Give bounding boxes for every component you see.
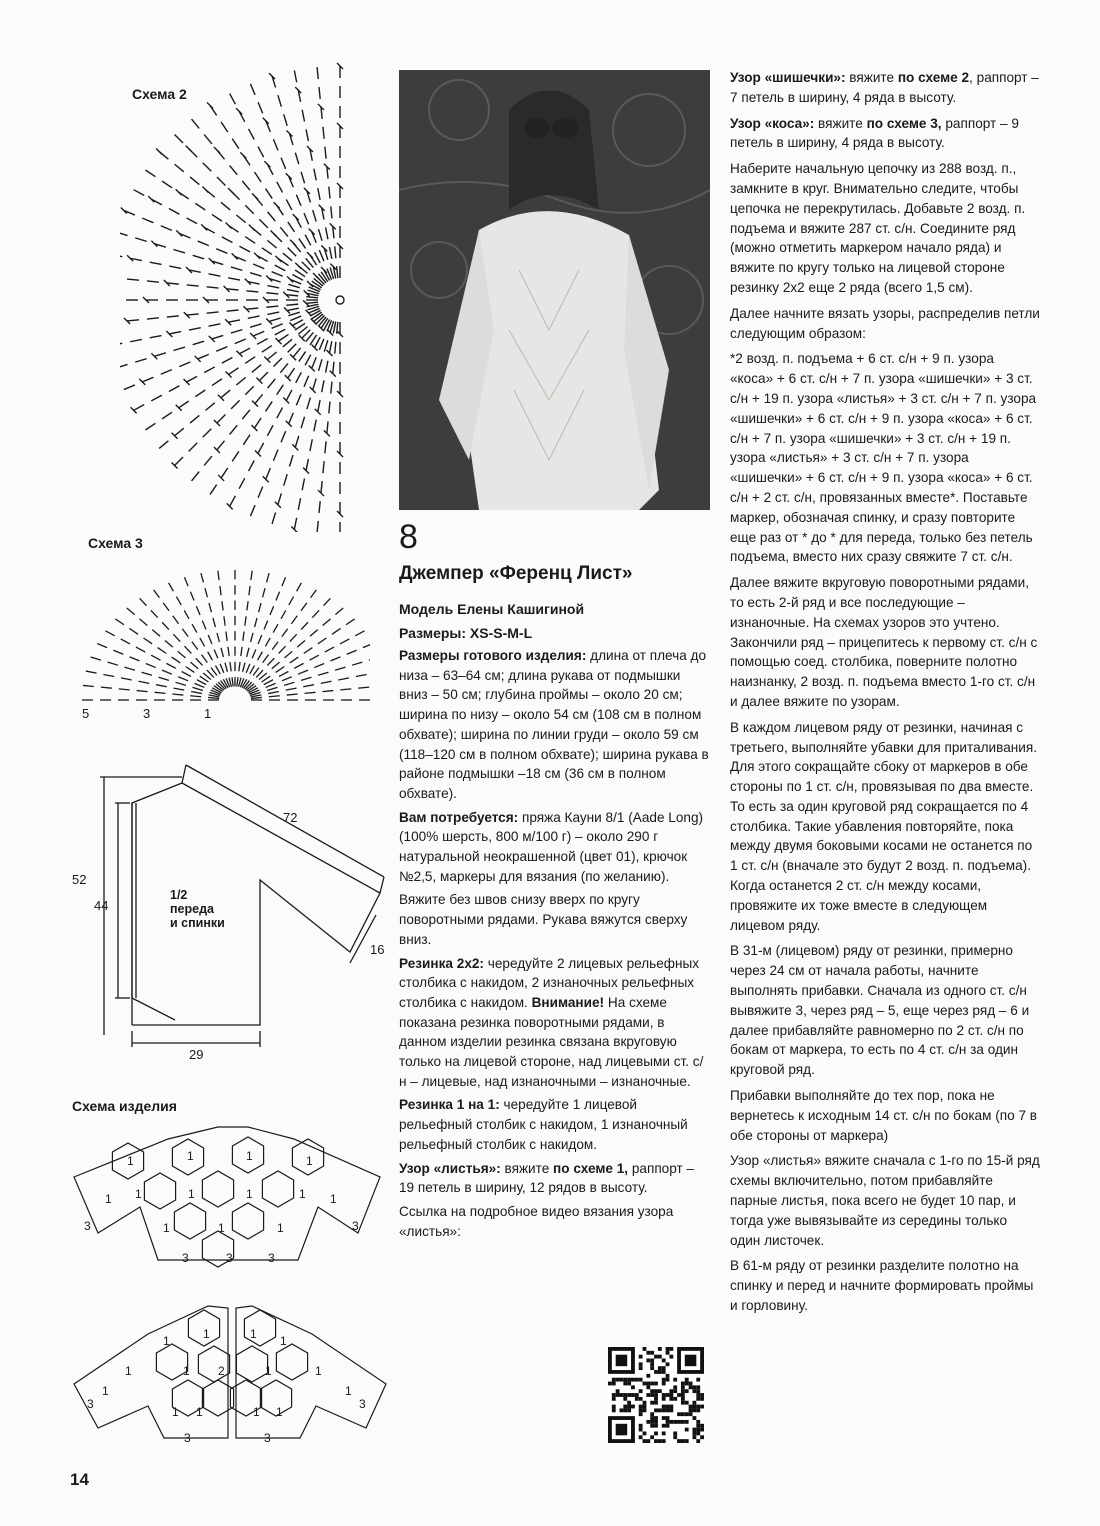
dim-44: 44 bbox=[94, 898, 109, 913]
finished-sizes: Размеры готового изделия: длина от плеча до низа – 63–64 см; длина рукава от подмышки вниз – 50 см; глубина проймы – около 20 см; ширина по низу – около 54 см (108 см в полном обхвате); ширина по линии груди – около 59 см (118–120 см в полном обхвате); ширина рукава в районе подмышки –18 см (36 см в полном обхвате). bbox=[399, 648, 709, 801]
braid-pattern: Узор «коса»: вяжите по схеме 3, раппорт – 9 петель в ширину, 4 ряда в высоту. bbox=[730, 115, 1019, 151]
dim-72: 72 bbox=[283, 810, 298, 825]
scheme-3-number-1: 1 bbox=[204, 706, 212, 721]
model-photo bbox=[399, 70, 710, 510]
article-author: Модель Елены Кашигиной bbox=[399, 601, 585, 617]
scheme-3-number-5: 5 bbox=[82, 706, 90, 721]
intro: Вяжите без швов снизу вверх по кругу поворотными рядами. Рукава вяжутся сверху вниз. bbox=[399, 892, 688, 947]
paragraph-2: Далее начните вязать узоры, распределив петли следующим образом: bbox=[730, 305, 1040, 341]
paragraph-4: Далее вяжите вкруговую поворотными рядами, то есть 2-й ряд и все последующие – изнаночные. На схемах узоров это учтено. Закончили ряд – прицепитесь к первому ст. с/н с помощью соед. столбика, поверните полотно наизнанку, 2 возд. п. подъема вместо 1-го ст. с/н и далее вяжите по узорам. bbox=[730, 575, 1038, 709]
article-title: Джемпер «Ференц Лист» bbox=[399, 563, 633, 584]
paragraph-6: В 31-м (лицевом) ряду от резинки, примерно через 24 см от начала работы, начните выполнять прибавки. Сначала из одного ст. с/н вывяжите 3, через ряд – 5, еще через ряд – 6 и далее прибавляйте равномерно по 2 ст. с/н по бокам от маркера, то есть по 4 ст. с/н за один круговой ряд. bbox=[730, 943, 1030, 1078]
article-number: 8 bbox=[399, 518, 418, 556]
item-scheme-back bbox=[68, 1298, 393, 1448]
right-column-text bbox=[730, 68, 1040, 1322]
scheme-3-label: Схема 3 bbox=[88, 535, 143, 551]
paragraph-8: Узор «листья» вяжите сначала с 1-го по 15-й ряд схемы включительно, потом прибавляйте парные листья, пока всего не будет 10 пар, и тогда уже вывязывайте из середины только один листочек. bbox=[730, 1153, 1040, 1248]
pattern-label: 1/2 переда и спинки bbox=[170, 888, 225, 930]
rib-2x2: Резинка 2х2: чередуйте 2 лицевых рельефных столбика с накидом, 2 изнаночных рельефных столбика с накидом. Внимание! На схеме показана резинка поворотными рядами, в данном изделии резинка связана вкруговую только на лицевой стороне, над лицевыми ст. с/н – лицевые, над изнаночными – изнаночные. bbox=[399, 955, 704, 1089]
scheme-item-label: Схема изделия bbox=[72, 1098, 177, 1114]
cones-pattern: Узор «шишечки»: вяжите по схеме 2, раппорт – 7 петель в ширину, 4 ряда в высоту. bbox=[730, 70, 1039, 105]
paragraph-1: Наберите начальную цепочку из 288 возд. п., замкните в круг. Внимательно следите, чтобы цепочка не перекрутилась. Добавьте 2 возд. п. подъема и вяжите 287 ст. с/н. Соедините ряд (можно отметить маркером начало ряда) и вяжите по кругу только на лицевой стороне резинку 2х2 еще 2 ряда (всего 1,5 см). bbox=[730, 161, 1026, 295]
scheme-2-label: Схема 2 bbox=[132, 86, 187, 102]
paragraph-3: *2 возд. п. подъема + 6 ст. с/н + 9 п. узора «коса» + 6 ст. с/н + 7 п. узора «шишечки» + 3 ст. с/н + 19 п. узора «листья» + 3 ст. с/н + 7 п. узора «шишечки» + 6 ст. с/н + 9 п. узора «коса» + 6 ст. с/н + 7 п. узора «шишечки» + 3 ст. с/н + 19 п. узора «листья» + 3 ст. с/н + 7 п. узора «шишечки» + 6 ст. с/н + 9 п. узора «коса» + 6 ст. с/н + 2 ст. с/н, провязанных вместе*. Поставьте маркер, обозначая спинку, и сразу повторите еще раз от * до * для переда, только без петель подъема, вместо них сразу свяжите 7 ст. с/н. bbox=[730, 351, 1037, 565]
scheme-3-diagram bbox=[70, 540, 370, 710]
dim-29: 29 bbox=[189, 1047, 204, 1062]
dim-52: 52 bbox=[72, 872, 87, 887]
qr-code-icon[interactable] bbox=[608, 1347, 704, 1443]
article-sizes: Размеры: XS-S-M-L bbox=[399, 625, 533, 641]
sweater-pattern-diagram bbox=[70, 755, 390, 1065]
paragraph-5: В каждом лицевом ряду от резинки, начиная с третьего, выполняйте убавки для приталивания. Для этого сокращайте сбоку от маркеров в обе стороны по 1 ст. с/н, провязывая по два вместе. То есть за один круговой ряд сокращается по 4 столбика. Такие убавления повторяйте, пока между двумя боковыми косами не останется по 1 ст. с/н (вначале это будут 2 возд. п. подъема). Когда останется 2 ст. с/н между косами, провяжите их тоже вместе в следующем лицевом ряду. bbox=[730, 719, 1038, 933]
scheme-2-diagram bbox=[120, 62, 360, 532]
paragraph-9: В 61-м ряду от резинки разделите полотно на спинку и перед и начните формировать проймы и горловину. bbox=[730, 1258, 1034, 1314]
scheme-3-number-3: 3 bbox=[143, 706, 151, 721]
paragraph-7: Прибавки выполняйте до тех пор, пока не вернетесь к исходным 14 ст. с/н по бокам (по 7 в обе стороны от маркера) bbox=[730, 1088, 1038, 1143]
item-scheme-front bbox=[68, 1125, 393, 1270]
leaves-pattern: Узор «листья»: вяжите по схеме 1, раппорт – 19 петель в ширину, 12 рядов в высоту. bbox=[399, 1160, 695, 1196]
page-number: 14 bbox=[70, 1470, 89, 1489]
rib-1x1: Резинка 1 на 1: чередуйте 1 лицевой рельефный столбик с накидом, 1 изнаночный рельефный столбик с накидом. bbox=[399, 1097, 688, 1152]
video-link-text: Ссылка на подробное видео вязания узора «листья»: bbox=[399, 1203, 674, 1239]
magazine-page: Схема 2 Схема 3 5 3 1 72 52 44 16 29 1/2 переда и спинки Схема изделия 1 1 1 1 1 1 1 1 1 1 1 1 1 3 3 3 3 3 1 1 1 1 1 1 2 1 1 1 1 1 1 1 1 3 3 3 3 8 Джемпер «Ференц Лист» Модель Елены Кашигиной Размеры: XS-S-M-L Размеры готового изделия: длина от плеча до низа – 63–64 см; длина рукава от подмышки вниз – 50 см; глубина проймы – около 20 см; ширина по низу – около 54 см (108 см в полном обхвате); ширина по линии груди – около 59 см (118–120 см в полном обхвате); ширина рукава в районе подмышки –18 см (36 см в полном обхвате). Вам потребуется: пряжа Кауни 8/1 (Aade Long) (100% шерсть, 800 м/100 г) – около 290 г натуральной неокрашенной (цвет 01), крючок №2,5, маркеры для вязания (по желанию). Вяжите без швов снизу вверх по кругу поворотными рядами. Рукава вяжутся сверху вниз. Резинка 2х2: чередуйте 2 лицевых рельефных столбика с накидом, 2 изнаночных рельефных столбика с накидом. Внимание! На схеме показана резинка поворотными рядами, в данном изделии резинка связана вкруговую только на лицевой стороне, над лицевыми ст. с/н – лицевые, над изнаночными – изнаночные. Резинка 1 на 1: чередуйте 1 лицевой рельефный столбик с накидом, 1 изнаночный рельефный столбик с накидом. Узор «листья»: вяжите по схеме 1, раппорт – 19 петель в ширину, 12 рядов в высоту. Ссылка на подробное видео вязания узора «листья»: Узор «шишечки»: вяжите по схеме 2, раппорт – 7 петель в ширину, 4 ряда в высоту. Узор «коса»: вяжите по схеме 3, раппорт – 9 петель в ширину, 4 ряда в высоту. Наберите начальную цепочку из 288 возд. п., замкните в круг. Внимательно следите, чтобы цепочка не перекрутилась. Добавьте 2 возд. п. подъема и вяжите 287 ст. с/н. Соедините ряд (можно отметить маркером начало ряда) и вяжите по кругу только на лицевой стороне резинку 2х2 еще 2 ряда (всего 1,5 см). Далее начните вязать узоры, распределив петли следующим образом: *2 возд. п. подъема + 6 ст. с/н + 9 п. узора «коса» + 6 ст. с/н + 7 п. узора «шишечки» + 3 ст. с/н + 19 п. узора «листья» + 3 ст. с/н + 7 п. узора «шишечки» + 6 ст. с/н + 9 п. узора «коса» + 6 ст. с/н + 7 п. узора «шишечки» + 3 ст. с/н + 19 п. узора «листья» + 3 ст. с/н + 7 п. узора «шишечки» + 6 ст. с/н + 9 п. узора «коса» + 6 ст. с/н + 2 ст. с/н, провязанных вместе*. Поставьте маркер, обозначая спинку, и сразу повторите еще раз от * до * для переда, только без петель подъема, вместо них сразу свяжите 7 ст. с/н. Далее вяжите вкруговую поворотными рядами, то есть 2-й ряд и все последующие – изнаночные. На схемах узоров это учтено. Закончили ряд – прицепитесь к первому ст. с/н с помощью соед. столбика, поверните полотно наизнанку, 2 возд. п. подъема вместо 1-го ст. с/н и далее вяжите по узорам. В каждом лицевом ряду от резинки, начиная с третьего, выполняйте убавки для приталивания. Для этого сокращайте сбоку от маркеров в обе стороны по 1 ст. с/н, провязывая по два вместе. То есть за один круговой ряд сокращается по 4 столбика. Такие убавления повторяйте, пока между двумя боковыми косами не останется по 1 ст. с/н (вначале это будут 2 возд. п. подъема). Когда останется 2 ст. с/н между косами, провяжите их тоже вместе в следующем лицевом ряду. В 31-м (лицевом) ряду от резинки, примерно через 24 см от начала работы, начните выполнять прибавки. Сначала из одного ст. с/н вывяжите 3, через ряд – 5, еще через ряд – 6 и далее прибавляйте равномерно по 2 ст. с/н по бокам от маркера, то есть по 4 ст. с/н за один круговой ряд. Прибавки выполняйте до тех пор, пока не вернетесь к исходным 14 ст. с/н по бокам (по 7 в обе стороны от маркера) Узор «листья» вяжите сначала с 1-го по 15-й ряд схемы включительно, потом прибавляйте парные листья, пока всего не будет 10 пар, и тогда уже вывязывайте из середины только один листочек. В 61-м ряду от резинки разделите полотно на спинку и перед и начните формировать проймы и горловину. 14 bbox=[0, 0, 1100, 1526]
materials: Вам потребуется: пряжа Кауни 8/1 (Aade Long) (100% шерсть, 800 м/100 г) – около 290 г натуральной неокрашенной (цвет 01), крючок №2,5, маркеры для вязания (по желанию). bbox=[399, 809, 704, 884]
dim-16: 16 bbox=[370, 942, 385, 957]
article-body bbox=[399, 518, 710, 1245]
